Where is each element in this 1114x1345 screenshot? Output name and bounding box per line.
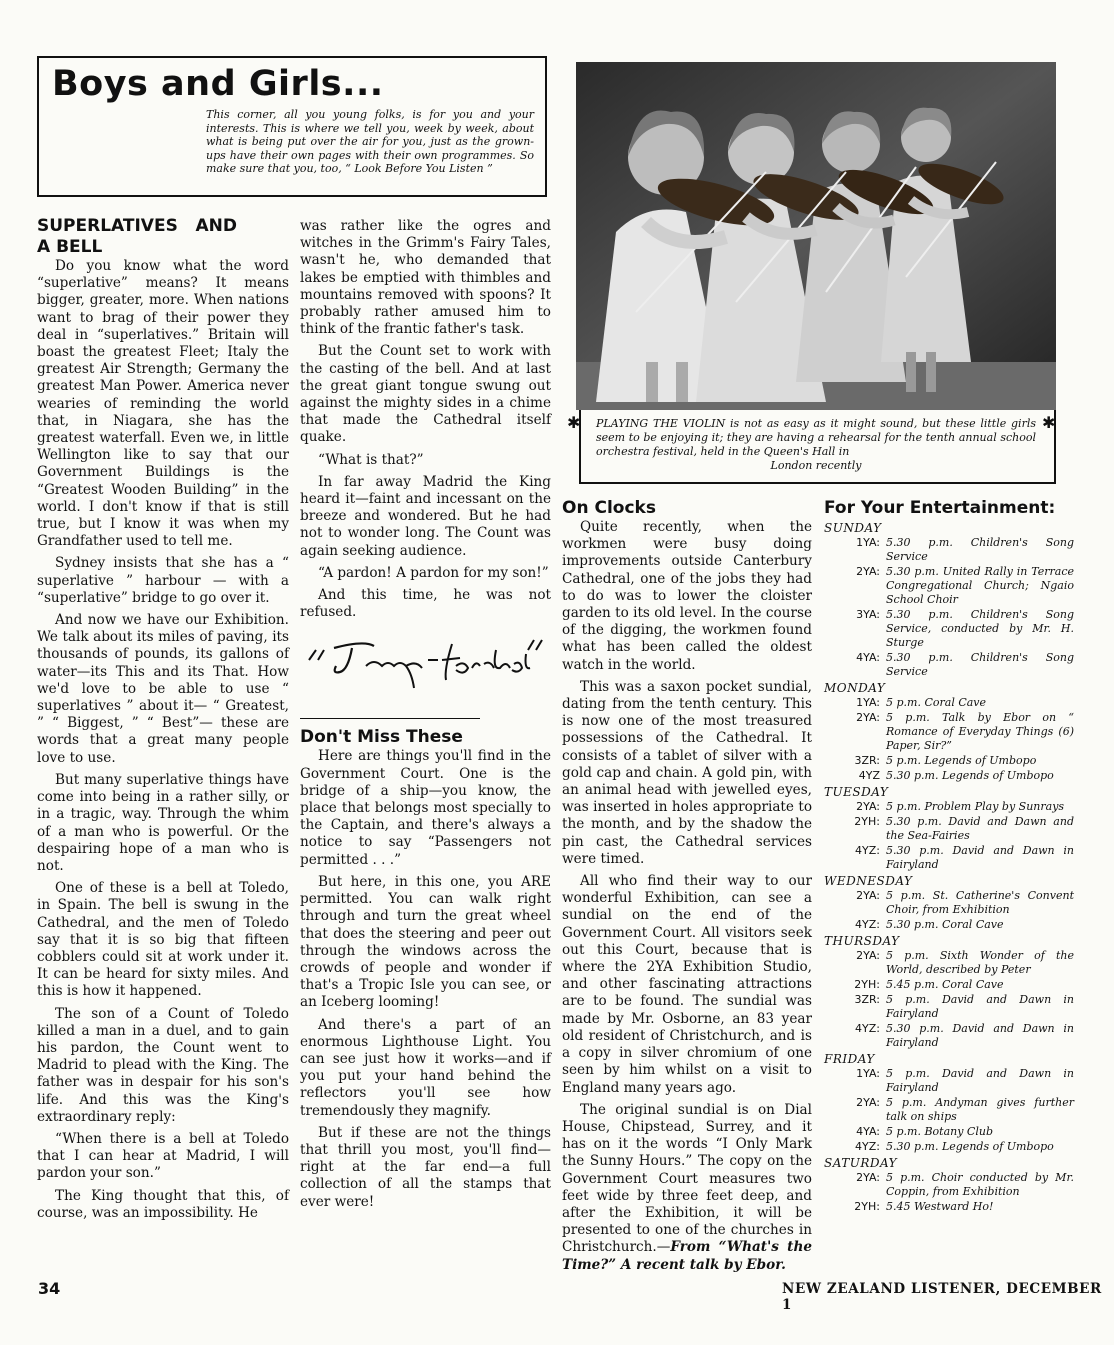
paragraph: And there's a part of an enormous Lighthouse Light. You can see just how it works—and if you put your hand behind the reflectors you'll see how tremendously they magnify. bbox=[300, 1016, 551, 1119]
paragraph: was rather like the ogres and witches in the Grimm's Fairy Tales, wasn't he, who demanded that lakes be emptied with thimbles and mountains removed with spoons? It probably rather amused him to think of the frantic father's task. bbox=[300, 218, 551, 338]
programme-text: 5 p.m. Coral Cave bbox=[886, 696, 987, 709]
programme-text: 5 p.m. Andyman gives further talk on ships bbox=[886, 1096, 1074, 1123]
paragraph: “What is that?” bbox=[318, 451, 424, 468]
paragraph bbox=[562, 1102, 812, 1274]
listing-row bbox=[824, 769, 1074, 783]
listing-row bbox=[824, 949, 1074, 977]
day-heading: MONDAY bbox=[824, 681, 886, 695]
programme-text: 5 p.m. Talk by Ebor on “ Romance of Everyday Things (6) Paper, Sir?” bbox=[886, 711, 1074, 752]
programme-text: 5 p.m. David and Dawn in Fairyland bbox=[886, 993, 1074, 1020]
programme-text: 5 p.m. St. Catherine's Convent Choir, from Exhibition bbox=[886, 889, 1074, 916]
article-superlatives bbox=[37, 216, 289, 1227]
station-call-sign: 4YA: bbox=[856, 1125, 880, 1138]
paragraph: Sydney insists that she has a “ superlative ” harbour — with a “superlative” bridge to go over it. bbox=[37, 555, 289, 606]
listing-row bbox=[824, 978, 1074, 992]
paragraph: But if these are not the things that thrill you most, you'll find—right at the far end—a full collection of all the stamps that ever were! bbox=[300, 1124, 551, 1210]
station-call-sign: 4YA: bbox=[856, 651, 880, 664]
programme-text: 5.30 p.m. United Rally in Terrace Congregational Church; Ngaio School Choir bbox=[886, 565, 1074, 606]
article-heading: On Clocks bbox=[562, 498, 656, 518]
station-call-sign: 2YA: bbox=[856, 800, 880, 813]
programme-text: 5 p.m. Sixth Wonder of the World, described by Peter bbox=[886, 949, 1074, 976]
paragraph: The King thought that this, of course, was an impossibility. He bbox=[37, 1187, 289, 1221]
page-title: Boys and Girls... bbox=[52, 64, 384, 104]
article-continued bbox=[300, 218, 551, 1216]
station-call-sign: 2YH: bbox=[854, 978, 880, 991]
day-heading: FRIDAY bbox=[824, 1052, 875, 1066]
programme-text: 5 p.m. Botany Club bbox=[886, 1125, 993, 1138]
station-call-sign: 3ZR: bbox=[854, 993, 880, 1006]
programme-text: 5.45 Westward Ho! bbox=[886, 1200, 994, 1213]
day-heading: SUNDAY bbox=[824, 521, 882, 535]
programme-text: 5.30 p.m. Coral Cave bbox=[886, 918, 1004, 931]
programme-text: 5 p.m. David and Dawn in Fairyland bbox=[886, 1067, 1074, 1094]
listing-row bbox=[824, 711, 1074, 753]
programme-text: 5 p.m. Choir conducted by Mr. Coppin, from Exhibition bbox=[886, 1171, 1074, 1198]
paragraph-text: The original sundial is on Dial House, Chipstead, Surrey, and it has on it the words “I Only Mark the Sunny Hours.” The copy on the Government Court measures two feet wide by three feet deep, and after the Exhibition, it will be presented to one of the churches in Christchurch.— bbox=[562, 1101, 812, 1256]
paragraph: Here are things you'll find in the Government Court. One is the bridge of a ship—you know, the place that belongs most specially to the Captain, and there's always a notice to say “Passengers not permitted . . .” bbox=[300, 748, 551, 868]
source-credit: From “What's the Time?” A recent talk by Ebor. bbox=[562, 1239, 812, 1273]
listing-row bbox=[824, 536, 1074, 564]
listing-row bbox=[824, 815, 1074, 843]
listing-row bbox=[824, 800, 1074, 814]
station-call-sign: 2YA: bbox=[856, 565, 880, 578]
article-heading: Don't Miss These bbox=[300, 727, 463, 748]
station-call-sign: 2YH: bbox=[854, 815, 880, 828]
caption-text: PLAYING THE VIOLIN is not as easy as it might sound, but these little girls seem to be enjoying it; they are having a rehearsal for the tenth annual school orchestra festival, held in the Queen's Hall in bbox=[596, 417, 1036, 458]
programme-text: 5.30 p.m. Legends of Umbopo bbox=[886, 1140, 1054, 1153]
station-call-sign: 2YH: bbox=[854, 1200, 880, 1213]
page-number: 34 bbox=[38, 1279, 61, 1298]
listings-heading: For Your Entertainment: bbox=[824, 498, 1056, 518]
listing-row bbox=[824, 696, 1074, 710]
day-heading: TUESDAY bbox=[824, 785, 889, 799]
programme-text: 5.30 p.m. Children's Song Service bbox=[886, 651, 1074, 678]
listing-row bbox=[824, 844, 1074, 872]
station-call-sign: 4YZ: bbox=[855, 844, 880, 857]
listing-row bbox=[824, 889, 1074, 917]
station-call-sign: 4YZ: bbox=[855, 1140, 880, 1153]
entertainment-listings bbox=[824, 498, 1074, 1215]
handwritten-signature bbox=[304, 630, 544, 700]
station-call-sign: 2YA: bbox=[856, 711, 880, 724]
programme-text: 5 p.m. Legends of Umbopo bbox=[886, 754, 1037, 767]
station-call-sign: 4YZ: bbox=[855, 918, 880, 931]
station-call-sign: 2YA: bbox=[856, 1171, 880, 1184]
paragraph: In far away Madrid the King heard it—faint and incessant on the breeze and wondered. But he had not to wonder long. The Count was again seeking audience. bbox=[300, 473, 551, 559]
paragraph: But the Count set to work with the casting of the bell. And at last the great giant tongue swung out against the mighty sides in a chime that made the Cathedral itself quake. bbox=[300, 343, 551, 446]
paragraph: Do you know what the word “superlative” means? It means bigger, greater, more. When nations want to brag of their power they deal in “superlatives.” Britain will boast the greatest Fleet; Italy the greatest Air Strength; Germany the greatest Man Power. America never wearies of reminding the world that, in Niagara, she has the greatest waterfall. Even we, in little Wellington like to say that our Government Buildings is the “Greatest Wooden Building” in the world. I don't know if that is still true, but I know it was when my Grandfather used to tell me. bbox=[37, 258, 289, 550]
programme-text: 5.30 p.m. Children's Song Service bbox=[886, 536, 1074, 563]
paragraph: But here, in this one, you ARE permitted. You can walk right through and turn the great wheel that does the steering and peer out through the windows across the crowds of people and wonder if that's a Tropic Isle you can see, or an Iceberg looming! bbox=[300, 873, 551, 1011]
station-call-sign: 1YA: bbox=[856, 1067, 880, 1080]
listing-row bbox=[824, 754, 1074, 768]
station-call-sign: 4YZ: bbox=[855, 1022, 880, 1035]
signature-area bbox=[300, 626, 551, 718]
publication-footer: NEW ZEALAND LISTENER, DECEMBER 1 bbox=[782, 1281, 1102, 1313]
listing-row bbox=[824, 651, 1074, 679]
paragraph: And this time, he was not refused. bbox=[300, 587, 551, 621]
article-heading: SUPERLATIVES AND A BELL bbox=[37, 216, 237, 257]
article-on-clocks bbox=[562, 498, 812, 1279]
listing-row bbox=[824, 1171, 1074, 1199]
programme-text: 5.30 p.m. Legends of Umbopo bbox=[886, 769, 1054, 782]
station-call-sign: 4YZ bbox=[858, 769, 880, 782]
listing-row bbox=[824, 918, 1074, 932]
paragraph: And now we have our Exhibition. We talk about its miles of paving, its thousands of pounds, its gallons of water—its This and its That. How we'd love to be able to use “ superlatives ” about it— “ Greatest, ” “ Biggest, ” “ Best”— these are words that a great many people love to use. bbox=[37, 612, 289, 766]
listing-row bbox=[824, 1067, 1074, 1095]
listing-row bbox=[824, 1125, 1074, 1139]
paragraph: Quite recently, when the workmen were busy doing improvements outside Canterbury Cathedral, one of the jobs they had to do was to lower the cloister garden to its old level. In the course of the digging, the workmen found what has been called the oldest watch in the world. bbox=[562, 519, 812, 673]
paragraph: But many superlative things have come into being in a rather silly, or in a tragic, way. Through the whim of a man who is powerful. Or the despairing hope of a man who is not. bbox=[37, 771, 289, 874]
day-heading: WEDNESDAY bbox=[824, 874, 913, 888]
programme-text: 5.30 p.m. David and Dawn in Fairyland bbox=[886, 1022, 1074, 1049]
paragraph: One of these is a bell at Toledo, in Spain. The bell is swung in the Cathedral, and the men of Toledo say that it is so big that fifteen cobblers could sit at work under it. It can be heard for sixty miles. And this is how it happened. bbox=[37, 880, 289, 1000]
day-heading: THURSDAY bbox=[824, 934, 900, 948]
caption-text-end: London recently bbox=[770, 459, 862, 472]
station-call-sign: 1YA: bbox=[856, 536, 880, 549]
station-call-sign: 3YA: bbox=[856, 608, 880, 621]
star-icon: ✱ bbox=[1042, 413, 1056, 432]
paragraph: “When there is a bell at Toledo that I can hear at Madrid, I will pardon your son.” bbox=[37, 1130, 289, 1182]
photo-caption bbox=[596, 417, 1036, 473]
station-call-sign: 2YA: bbox=[856, 949, 880, 962]
listing-row bbox=[824, 993, 1074, 1021]
intro-text: This corner, all you young folks, is for you and your interests. This is where we tell you, week by week, about what is being put over the air for you, just as the grown-ups have their own pages with their own programmes. So make sure that you, too, “ Look Before You Listen ” bbox=[206, 108, 534, 176]
star-icon: ✱ bbox=[567, 413, 581, 432]
listing-row bbox=[824, 1140, 1074, 1154]
divider bbox=[300, 718, 480, 719]
violin-girls-photo bbox=[576, 62, 1056, 410]
paragraph: All who find their way to our wonderful Exhibition, can see a sundial on the end of the Government Court. All visitors seek out this Court, because that is where the 2YA Exhibition Studio, and other fascinating attractions are to be found. The sundial was made by Mr. Osborne, an 83 year old resident of Christchurch, and is a copy in silver chromium of one seen by him whilst on a visit to England many years ago. bbox=[562, 873, 812, 1096]
listing-row bbox=[824, 608, 1074, 650]
station-call-sign: 1YA: bbox=[856, 696, 880, 709]
listing-row bbox=[824, 1096, 1074, 1124]
programme-text: 5 p.m. Problem Play by Sunrays bbox=[886, 800, 1065, 813]
programme-text: 5.30 p.m. David and Dawn and the Sea-Fairies bbox=[886, 815, 1074, 842]
programme-text: 5.30 p.m. Children's Song Service, conducted by Mr. H. Sturge bbox=[886, 608, 1074, 649]
station-call-sign: 3ZR: bbox=[854, 754, 880, 767]
paragraph: The son of a Count of Toledo killed a man in a duel, and to gain his pardon, the Count went to Madrid to plead with the King. The father was in despair for his son's life. And this was the King's extraordinary reply: bbox=[37, 1005, 289, 1125]
programme-text: 5.30 p.m. David and Dawn in Fairyland bbox=[886, 844, 1074, 871]
paragraph: “A pardon! A pardon for my son!” bbox=[318, 564, 549, 581]
listing-row bbox=[824, 565, 1074, 607]
listing-row bbox=[824, 1022, 1074, 1050]
station-call-sign: 2YA: bbox=[856, 1096, 880, 1109]
day-heading: SATURDAY bbox=[824, 1156, 898, 1170]
listing-row bbox=[824, 1200, 1074, 1214]
station-call-sign: 2YA: bbox=[856, 889, 880, 902]
paragraph: This was a saxon pocket sundial, dating from the tenth century. This is now one of the most treasured possessions of the Cathedral. It consists of a tablet of silver with a gold cap and chain. A gold pin, with an animal head with jewelled eyes, was inserted in holes appropriate to the month, and by the shadow the pin cast, the Cathedral services were timed. bbox=[562, 678, 812, 867]
programme-text: 5.45 p.m. Coral Cave bbox=[886, 978, 1004, 991]
